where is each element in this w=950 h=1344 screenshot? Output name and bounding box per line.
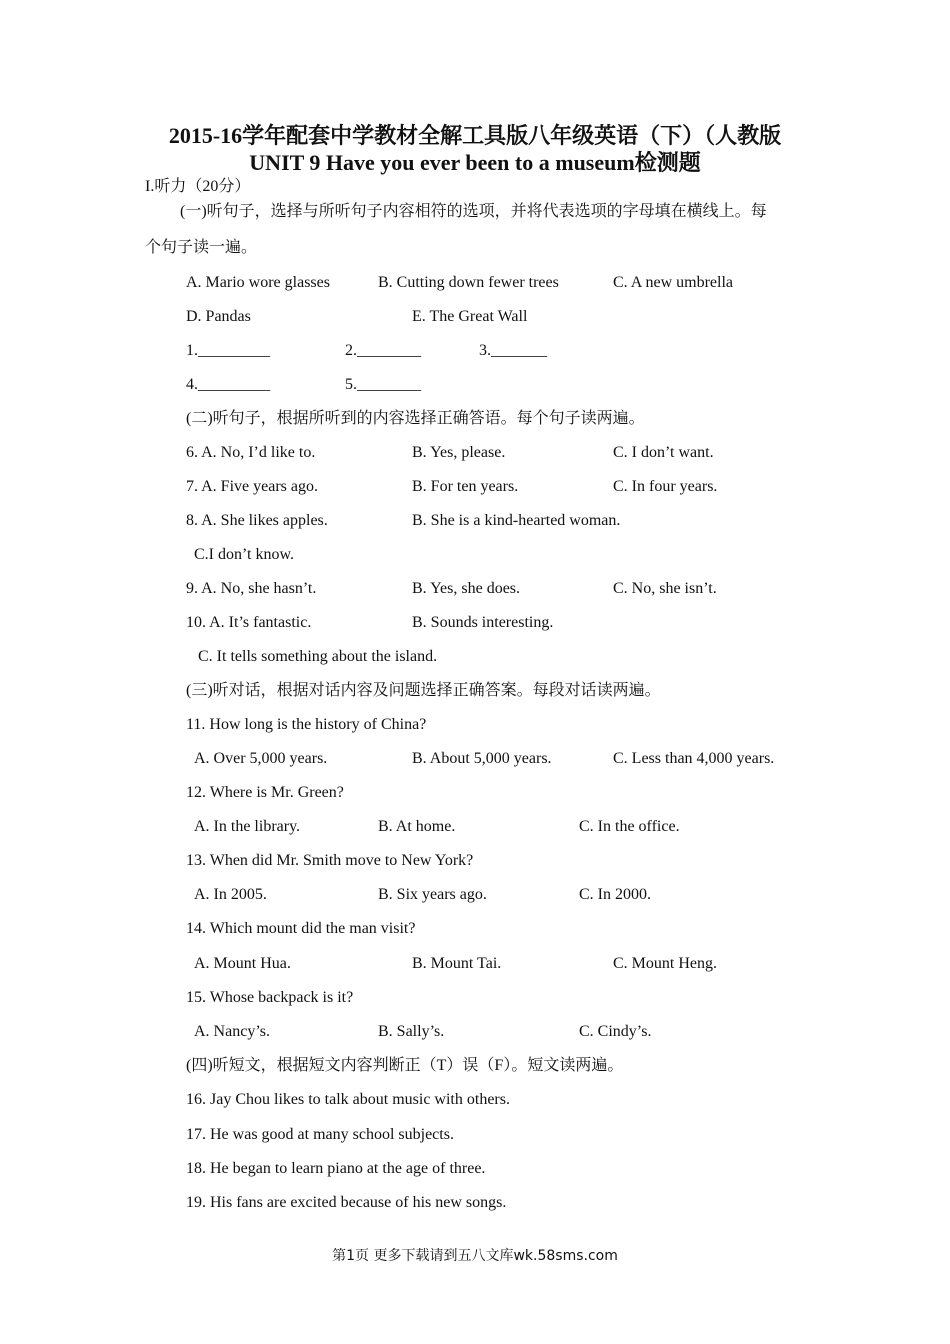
q8-option-b: B. She is a kind-hearted woman.: [412, 512, 621, 529]
option-c: C. A new umbrella: [613, 274, 733, 291]
q6-option-c: C. I don’t want.: [613, 444, 714, 461]
option-e: E. The Great Wall: [412, 308, 528, 325]
q7-option-c: C. In four years.: [613, 478, 718, 495]
statement-16: 16. Jay Chou likes to talk about music with others.: [186, 1091, 510, 1108]
document-title-line1: 2015-16学年配套中学教材全解工具版八年级英语（下）（人教版: [168, 123, 782, 148]
q15-option-b: B. Sally’s.: [378, 1023, 445, 1040]
q15-option-c: C. Cindy’s.: [579, 1023, 652, 1040]
q14-option-a: A. Mount Hua.: [194, 955, 291, 972]
q7-option-a: 7. A. Five years ago.: [186, 478, 318, 495]
page-footer: 第1页 更多下载请到五八文库wk.58sms.com: [332, 1248, 618, 1264]
part1-instruction-cont: 个句子读一遍。: [145, 239, 258, 256]
q14-option-c: C. Mount Heng.: [613, 955, 717, 972]
part3-instruction: (三)听对话，根据对话内容及问题选择正确答案。每段对话读两遍。: [186, 682, 661, 699]
q9-option-b: B. Yes, she does.: [412, 580, 521, 597]
q15-option-a: A. Nancy’s.: [194, 1023, 270, 1040]
answer-blank-5: 5.________: [345, 376, 421, 393]
q8-option-c: C.I don’t know.: [194, 546, 294, 563]
part1-instruction: (一)听句子，选择与所听句子内容相符的选项，并将代表选项的字母填在横线上。每: [180, 203, 767, 220]
document-title-line2: UNIT 9 Have you ever been to a museum检测题: [249, 150, 701, 175]
option-b: B. Cutting down fewer trees: [378, 274, 559, 291]
q6-option-a: 6. A. No, I’d like to.: [186, 444, 316, 461]
statement-18: 18. He began to learn piano at the age of three.: [186, 1160, 486, 1177]
section-heading: I.听力（20分）: [145, 178, 251, 195]
q10-option-b: B. Sounds interesting.: [412, 614, 554, 631]
q12-question: 12. Where is Mr. Green?: [186, 784, 344, 801]
statement-17: 17. He was good at many school subjects.: [186, 1126, 454, 1143]
statement-19: 19. His fans are excited because of his new songs.: [186, 1194, 507, 1211]
q14-question: 14. Which mount did the man visit?: [186, 920, 416, 937]
q13-option-b: B. Six years ago.: [378, 886, 487, 903]
part4-instruction: (四)听短文，根据短文内容判断正（T）误（F）。短文读两遍。: [186, 1057, 624, 1074]
option-d: D. Pandas: [186, 308, 251, 325]
answer-blank-4: 4._________: [186, 376, 270, 393]
q13-option-c: C. In 2000.: [579, 886, 651, 903]
q8-option-a: 8. A. She likes apples.: [186, 512, 328, 529]
q6-option-b: B. Yes, please.: [412, 444, 506, 461]
answer-blank-2: 2.________: [345, 342, 421, 359]
q10-option-a: 10. A. It’s fantastic.: [186, 614, 312, 631]
q12-option-a: A. In the library.: [194, 818, 301, 835]
q7-option-b: B. For ten years.: [412, 478, 519, 495]
q13-question: 13. When did Mr. Smith move to New York?: [186, 852, 474, 869]
answer-blank-1: 1._________: [186, 342, 270, 359]
answer-blank-3: 3._______: [479, 342, 547, 359]
q11-option-a: A. Over 5,000 years.: [194, 750, 328, 767]
part2-instruction: (二)听句子，根据所听到的内容选择正确答语。每个句子读两遍。: [186, 410, 645, 427]
q9-option-a: 9. A. No, she hasn’t.: [186, 580, 317, 597]
q9-option-c: C. No, she isn’t.: [613, 580, 717, 597]
option-a: A. Mario wore glasses: [186, 274, 330, 291]
q11-option-b: B. About 5,000 years.: [412, 750, 552, 767]
q15-question: 15. Whose backpack is it?: [186, 989, 354, 1006]
q11-question: 11. How long is the history of China?: [186, 716, 427, 733]
q13-option-a: A. In 2005.: [194, 886, 267, 903]
q12-option-b: B. At home.: [378, 818, 456, 835]
q10-option-c: C. It tells something about the island.: [198, 648, 438, 665]
q11-option-c: C. Less than 4,000 years.: [613, 750, 775, 767]
q12-option-c: C. In the office.: [579, 818, 680, 835]
q14-option-b: B. Mount Tai.: [412, 955, 502, 972]
